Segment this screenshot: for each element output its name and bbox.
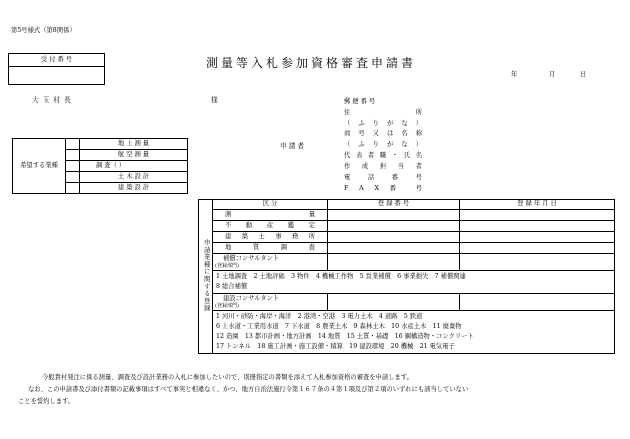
desired-business-table <box>12 138 188 194</box>
compensation-reg-date[interactable] <box>460 254 615 271</box>
representative-label: 代 表 者 職 ・ 氏 名 <box>344 152 422 159</box>
industry-side-label-cell <box>199 200 213 354</box>
date-year: 年 <box>511 71 518 78</box>
geology-reg-date[interactable] <box>460 243 615 254</box>
header-reg-number: 登 録 番 号 <box>328 200 460 210</box>
company-name-label: 商 号 又 は 名 称 <box>344 130 422 137</box>
phone-label: 電 話 番 号 <box>344 174 422 181</box>
desired-item-3: 調 査（ ） <box>80 161 188 172</box>
architect-reg-number[interactable] <box>328 232 460 243</box>
construction-line-4: 17 トンネル 18 施工計画・施工設備・積算 19 建設環境 20 機械 21 電気電子 <box>216 343 455 350</box>
header-reg-date: 登 録 年 月 日 <box>460 200 615 210</box>
survey-reg-number[interactable] <box>328 210 460 221</box>
statement-para-1: 今般貴村発注に係る測量、調査及び設計業務の入札に参加したいので、別冊指定の書類を添えて入札参加資格の審査を申請します。 <box>42 374 413 381</box>
date-day: 日 <box>580 71 587 78</box>
row-architect-label: 建 築 士 事 務 所 <box>225 232 315 240</box>
compensation-reg-number[interactable] <box>328 254 460 271</box>
geology-reg-number[interactable] <box>328 243 460 254</box>
industry-side-label: 申請業種に関する登録 <box>202 238 210 312</box>
appraisal-reg-number[interactable] <box>328 221 460 232</box>
construction-sub: (登録部門) <box>215 303 239 310</box>
compensation-sub: (登録部門) <box>215 263 239 270</box>
construction-reg-date[interactable] <box>460 294 615 311</box>
construction-reg-number[interactable] <box>328 294 460 311</box>
construction-categories <box>213 311 615 354</box>
appraisal-reg-date[interactable] <box>460 221 615 232</box>
architect-reg-date[interactable] <box>460 232 615 243</box>
desired-check-1[interactable] <box>66 139 80 150</box>
applicant-label: 申 請 者 <box>280 142 304 150</box>
furigana-label-2: （ ふ り が な ） <box>344 141 422 148</box>
furigana-label-1: （ ふ り が な ） <box>344 120 422 127</box>
desired-item-2: 航 空 測 量 <box>80 150 188 161</box>
desired-item-4: 土 木 設 計 <box>80 172 188 183</box>
desired-check-4[interactable] <box>66 172 80 183</box>
receipt-number-field[interactable] <box>9 67 105 85</box>
desired-item-1: 地 上 測 量 <box>80 139 188 150</box>
row-survey-label: 測 量 <box>225 210 315 218</box>
row-geology-label: 地 質 調 査 <box>225 243 315 251</box>
construction-consultant <box>213 294 328 311</box>
construction-title: 建設コンサルタント <box>223 295 280 302</box>
row-appraisal <box>213 221 328 232</box>
postal-code-label: 郵 便 番 号 <box>344 98 376 105</box>
desired-check-2[interactable] <box>66 150 80 161</box>
industry-registration-table <box>198 199 615 354</box>
page-title: 測量等入札参加資格審査申請書 <box>206 56 417 70</box>
form-number: 第5号様式（第8関係） <box>11 27 76 34</box>
row-architect <box>213 232 328 243</box>
date-month: 月 <box>549 71 556 78</box>
desired-check-5[interactable] <box>66 183 80 194</box>
fax-label: F A X 番 号 <box>344 185 422 192</box>
person-in-charge-label: 作 成 担 当 者 <box>344 163 422 170</box>
row-appraisal-label: 不 動 産 鑑 定 <box>225 221 315 229</box>
addressee-name: 大 玉 村 長 <box>32 96 72 104</box>
compensation-line-1: 1 土地調査 2 土地評価 3 物件 4 機械工作物 5 営業補償 6 事業損失 7 補償関連 <box>216 273 466 280</box>
header-category: 区 分 <box>213 200 328 210</box>
construction-line-1: 1 河川・砂防・海岸・海洋 2 港湾・空港 3 電力土木 4 道路 5 鉄道 <box>216 313 423 320</box>
compensation-consultant <box>213 254 328 271</box>
row-survey <box>213 210 328 221</box>
survey-reg-date[interactable] <box>460 210 615 221</box>
compensation-line-2: 8 総合補償 <box>216 283 248 290</box>
statement-para-2: なお、この申請書及び添付書類の記載事項はすべて事実と相違なく、かつ、地方自治法施行令第１６７条の４第１項及び第２項のいずれにも該当していない <box>28 386 469 393</box>
addressee-honorific: 様 <box>211 96 218 104</box>
desired-business-label: 希望する業種 <box>13 139 66 194</box>
construction-line-2: 6 上水道・工業用水道 7 下水道 8 農業土木 9 森林土木 10 水産土木 11 廃棄物 <box>216 323 462 330</box>
receipt-label: 受 付 番 号 <box>9 54 105 67</box>
receipt-box <box>8 53 105 85</box>
statement-para-3: ことを誓約します。 <box>18 398 75 405</box>
compensation-title: 補償コンサルタント <box>223 255 280 262</box>
desired-check-3[interactable] <box>66 161 80 172</box>
desired-item-5: 建 築 設 計 <box>80 183 188 194</box>
row-geology <box>213 243 328 254</box>
compensation-categories <box>213 271 615 294</box>
construction-line-3: 12 造園 13 都市計画・地方計画 14 地質 15 土質・基礎 16 鋼構造物・コンクリート <box>216 333 474 340</box>
address-label: 住 所 <box>344 109 422 116</box>
